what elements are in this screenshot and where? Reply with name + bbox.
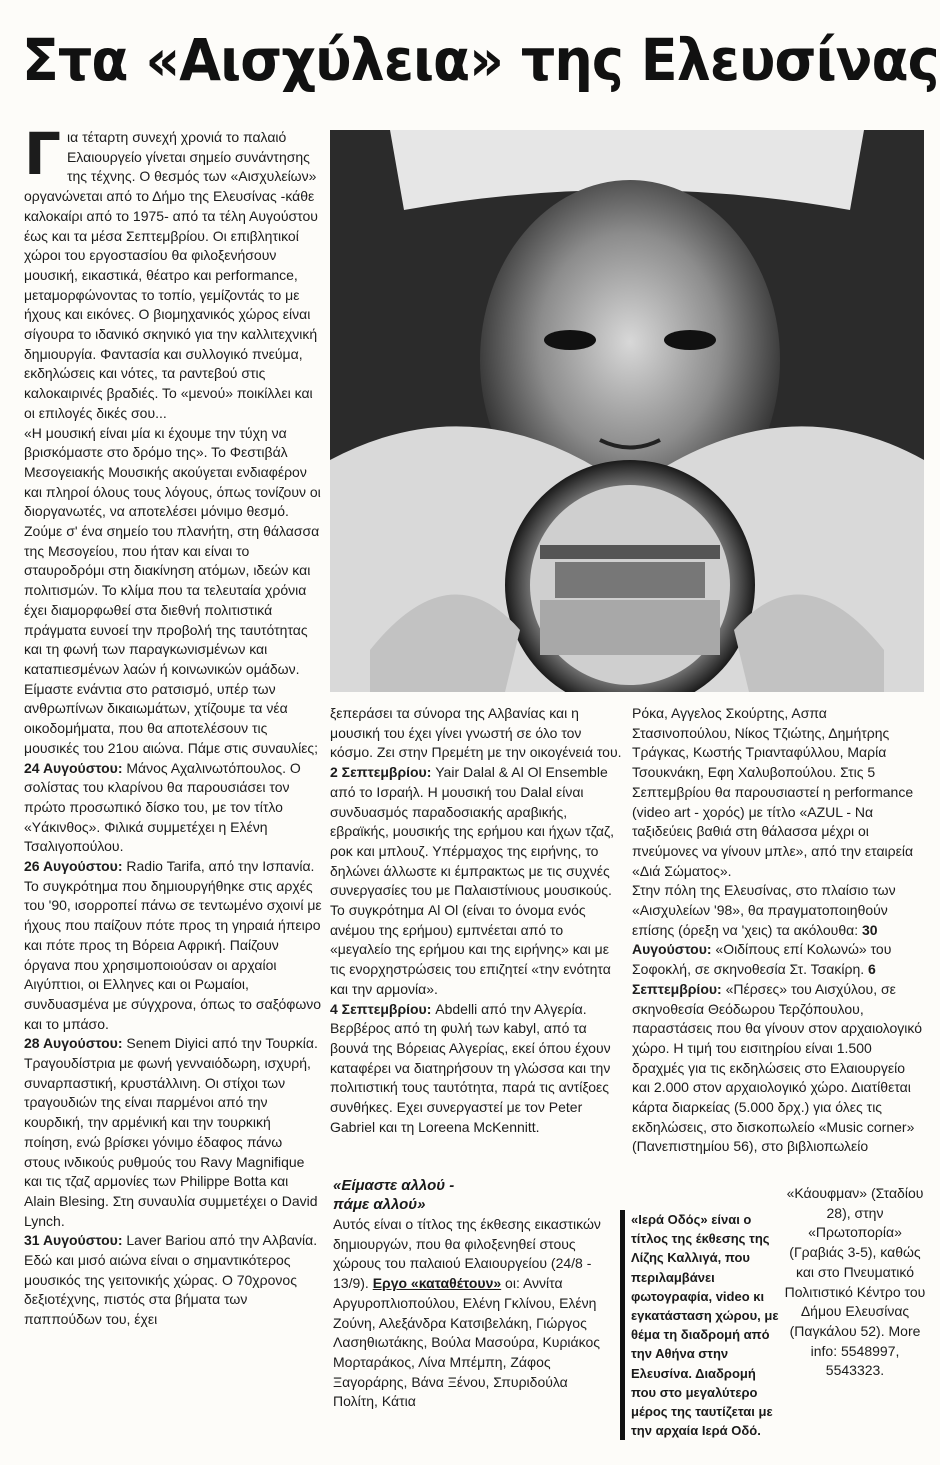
event-text: Yair Dalal & Al Ol Ensemble από το Ισραήλ. Η μουσική του Dalal είναι συνδυασμός παραδοσιακής αραβικής, εβραϊκής, μουσικής της ερήμου και ήχων τζαζ, ροκ και μπλουζ. Υπέρμαχος της ειρήνης, το δηλώνει άλλωστε κι έμπρακτως με τις συχνές συνεργασίες του με Παλαιστίνιους μουσικούς. Το συγκρότημα Al Ol (είναι το όνομα ενός ανέμου της ερήμου) εμπνέεται από το «μεγαλείο της ερήμου και της ειρήνης» και με τις ενορχηστρώσεις του επιζητεί «την ενότητα και την αρμονία». [330,764,615,997]
intro-paragraph: ια τέταρτη συνεχή χρονιά το παλαιό Ελαιουργείο γίνεται σημείο συνάντησης της τέχνης. Ο θεσμός των «Αισχυλείων» οργανώνεται από το Δήμο της Ελευσίνας -κάθε καλοκαίρι από το 1975- από τα τέλη Αυγούστου έως και τα μέσα Σεπτεμβρίου. Οι επιβλητικοί χώροι του εργοστασίου θα φιλοξενήσουν μουσική, εικαστικά, θέατρο και performance, μεταμορφώνοντας το τοπίο, γεμίζοντάς το με ήχους και εικόνες. Ο βιομηχανικός χώρος είναι σίγουρα το ιδανικό σκηνικό για την καλλιτεχνική δημιουργία. Φαντασία και συλλογικό πνεύμα, εκδηλώσεις και νότες, τα ραντεβού στις καλοκαιρινές βραδιές. Το «μενού» ποικίλλει και οι επιλογές δικές σου... [24,129,318,421]
exhibition-text: οι: Αννίτα Αργυροπλιοπούλου, Ελένη Γκλίνου, Ελένη Ζούνη, Αλεξάνδρα Κατσιβελάκη, Γιώργος Λασηθιωτάκης, Βούλα Μασούρα, Κυριάκος Μορταράκος, Λίνα Μπέμπη, Ζάφος Ξαγοράρης, Βάνα Ξένου, Σπυριδούλα Πολίτη, Κάτια [333,1275,600,1410]
event-date: 28 Αυγούστου: [24,1035,123,1052]
exhibition-column [333,1215,603,1412]
photo-illustration [330,130,924,692]
event-text: ξεπεράσει τα σύνορα της Αλβανίας και η μουσική του έχει γίνει γνωστή σε όλο τον κόσμο. Ζει στην Πρεμέτη με την οικογένειά του. [330,705,622,761]
event-date: 6 Σεπτεμβρίου: [632,961,876,997]
exhibition-subheading: «Είμαστε αλλού - πάμε αλλού» [333,1177,455,1213]
event-text: Radio Tarifa, από την Ισπανία. Το συγκρότημα που δημιουργήθηκε στις αρχές του '90, ισορροπεί πάνω σε τεντωμένο σχοινί με ήχους που παίζουν πότε προς τη γηραιά ήπειρο και πότε προς τη Βόρεια Αφρική. Παίζουν όργανα που χρησιμοποιούσαν οι αρχαίοι Αιγύπτιοι, οι Ελληνες και οι Ρωμαίοι, συνδυασμένα με σύγχρονα, όπως το σαξόφωνο και το μπάσο. [24,858,322,1032]
exhibition-underlined: Εργο «καταθέτουν» [372,1275,502,1292]
event-date: 4 Σεπτεμβρίου: [330,1000,432,1017]
headline: Στα «Αισχύλεια» της Ελευσίνας [22,26,939,94]
event-text: Abdelli από την Αλγερία. Βερβέρος από τη φυλή των kabyl, από τα βουνά της Βόρειας Αλγερίας, εκεί όπου έχουν καταφέρει να διατηρήσουν τη γλώσσα και την πολιτιστική τους ταυτότητα, παρά τις αντίξοες συνθήκες. Εχει συνεργαστεί με τον Peter Gabriel και τη Loreena McKennitt. [330,1000,611,1135]
event-aug-26 [24,857,322,1034]
event-text: Μάνος Αχαλινωτόπουλος. Ο σολίστας του κλαρίνου θα παρουσιάσει τον πρώτο προσωπικό δίσκο του, με τον τίτλο «Υάκινθος». Φιλικά συμμετέχει η Ελένη Τσαλιγοπούλου. [24,759,301,855]
event-date: 30 Αυγούστου: [632,921,878,958]
event-date: 31 Αυγούστου: [24,1232,123,1249]
event-aug-24 [24,759,322,858]
article-column-1 [24,120,322,1330]
event-date: 2 Σεπτεμβρίου: [330,764,432,781]
event-date: 24 Αυγούστου: [24,759,123,776]
event-date: 26 Αυγούστου: [24,858,123,875]
event-aug-31 [24,1231,322,1330]
sidebar-text: «Ιερά Οδός» είναι ο τίτλος της έκθεσης της Λίζης Καλλιγά, που περιλαμβάνει φωτογραφία, video κι εγκατάσταση χώρου, με θέμα τη διαδρομή από την Αθήνα στην Ελευσίνα. Διαδρομή που στο μεγαλύτερο μέρος της ταυτίζεται με την αρχαία Ιερά Οδό. [631,1212,779,1439]
photo-crystal-ball [330,130,924,692]
drop-cap: Γ [24,120,61,188]
info-paragraph: «Κάουφμαν» (Σταδίου 28), στην «Πρωτοπορία» (Γραβιάς 3-5), καθώς και στο Πνευματικό Πολιτιστικό Κέντρο του Δήμου Ελευσίνας (Παγκάλου 52). More info: 5548997, 5543323. [784,1185,926,1379]
festival-paragraph: «Η μουσική είναι μία κι έχουμε την τύχη να βρισκόμαστε στο δρόμο της». Το Φεστιβάλ Μεσογειακής Μουσικής ακούγεται ενδιαφέρον και πληροί όλους τους λόγους, όπως τονίζουν οι διοργανωτές, να αποτελέσει μόνιμο θεσμό. Ζούμε σ' ένα σημείο του πλανήτη, στη θάλασσα της Μεσογείου, που ήταν και είναι το σταυροδρόμι στη διακίνηση ατόμων, ιδεών και πολιτισμών. Το κλίμα που τα τελευταία χρόνια έχει διαμορφωθεί στα διεθνή πολιτιστικά πράγματα ευνοεί την προβολή της ταυτότητας και τη φωνή των παραγκωνισμένων και καταπιεσμένων λαών ή κοινωνικών ομάδων. Είμαστε ενάντια στο ρατσισμό, υπέρ των ανθρωπίνων δικαιωμάτων, χτίζουμε τα νέα οικοδομήματα, που θα αποτελέσουν τις μουσικές του 21ου αιώνα. Πάμε στις συναυλίες; [24,424,321,756]
artists-paragraph: Ρόκα, Αγγελος Σκούρτης, Ασπα Στασινοπούλου, Νίκος Τζιώτης, Δημήτρης Τράγκας, Κωστής Τριανταφύλλου, Μαρία Τσουκνάκη, Εφη Χαλυβοπούλου. Στις 5 Σεπτεμβρίου θα παρουσιαστεί η performance (video art - χορός) με τίτλο «AZUL - Να ταξιδεύεις βαθιά στη θάλασσα μέχρι οι πνεύμονες να γίνουν μπλε», από την εταιρεία «Διά Σώματος». [632,705,914,879]
city-events-paragraph [632,881,922,1157]
exhibition-text: Αυτός είναι ο τίτλος της έκθεσης εικαστικών δημιουργών, που θα φιλοξενηθεί στους χώρους του παλαιού Ελαιουργείου (24/8 - 13/9). [333,1216,601,1292]
article-column-2 [330,704,622,1137]
event-text: «Πέρσες» του Αισχύλου, σε σκηνοθεσία Θεόδωρου Τερζόπουλου, παραστάσεις που θα γίνουν στον αρχαιολογικό χώρο. Η τιμή του εισιτηρίου είναι 1.500 δραχμές για τις εκδηλώσεις στο Ελαιουργείο και 2.000 στον αρχαιολογικό χώρο. Διατίθεται κάρτα διαρκείας (5.000 δρχ.) για όλες τις εκδηλώσεις, στο δισκοπωλείο «Music corner» (Πανεπιστημίου 56), στο βιβλιοπωλείο [632,980,923,1155]
exhibition-paragraph [333,1215,603,1412]
city-text: Στην πόλη της Ελευσίνας, στο πλαίσιο των «Αισχυλείων '98», θα πραγματοποιηθούν επίσης (όρεξη να 'χεις) τα ακόλουθα: [632,882,896,938]
event-text: «Οιδίπους επί Κολωνώ» του Σοφοκλή, σε σκηνοθεσία Στ. Τσακίρη. [632,941,892,978]
event-sep-2 [330,704,622,1000]
article-column-3 [632,704,922,1157]
event-sep-4 [330,1000,622,1138]
event-aug-28 [24,1034,322,1231]
event-text: Laver Bariou από την Αλβανία. Εδώ και μισό αιώνα είναι ο σημαντικότερος μουσικός της γειτονικής χώρας. Ο 70χρονος δεξιοτέχνης, πιστός στα βήματα των παππούδων του, έχει [24,1232,318,1328]
sidebar-box [620,1210,781,1440]
info-column [784,1184,926,1381]
event-text: Senem Diyici από την Τουρκία. Τραγουδίστρια με φωνή γενναιόδωρη, ισχυρή, συναρπαστική, κρυστάλλινη. Οι στίχοι των τραγουδιών της είναι παρμένοι από την κουρδική, την αρμένική και την τουρκική ποίηση, ενώ βρίσκει γόνιμο έδαφος πάνω στους ινδικούς ρυθμούς του Ravy Magnifique και τις τζαζ αρμονίες των Philippe Botta και Alain Blesing. Στη συναυλία συμμετέχει ο David Lynch. [24,1035,318,1229]
